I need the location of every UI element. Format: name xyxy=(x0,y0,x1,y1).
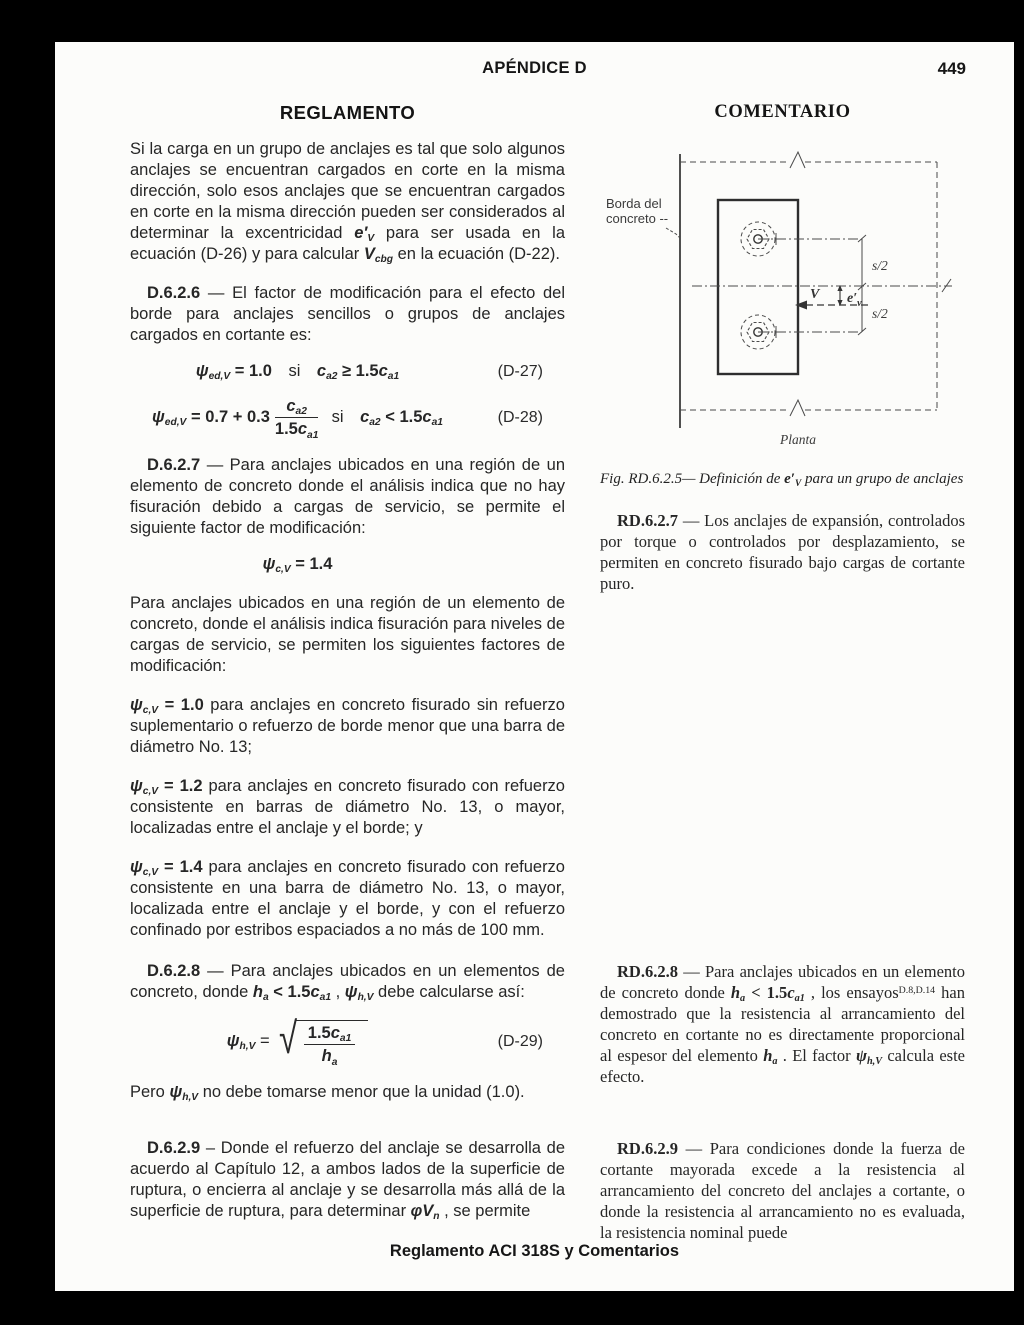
equation-d29-fraction xyxy=(304,1024,356,1066)
column-title-reglamento: REGLAMENTO xyxy=(279,102,416,123)
anchor-group-plan-diagram xyxy=(600,142,960,460)
section-d629: D.6.2.9 – Donde el refuerzo del anclaje se desarrolla de acuerdo al Capítulo 12, a ambos lados de la superficie de ruptura, o encierra al anclaje y se desarrolla más allá de la superficie de ruptura, para determinar $\varphi V_n$ , se permite xyxy=(130,1139,565,1223)
break-mark-top xyxy=(790,152,805,168)
running-head: APÉNDICE D xyxy=(482,59,587,77)
equation-d28-condition: si $c_{a2} < 1.5c_{a1}$ xyxy=(323,408,443,429)
section-d627: D.6.2.7 — Para anclajes ubicados en una región de un elemento de concreto donde el análisis indica que no hay fisuración debido a cargas de servicio, se permite el siguiente factor de modificación: xyxy=(130,455,565,537)
page-number: 449 xyxy=(937,59,966,78)
dimension-label-s2-top: s/2 xyxy=(872,258,888,273)
footer-title: Reglamento ACI 318S y Comentarios xyxy=(389,1242,680,1260)
comentario-column-c xyxy=(600,1138,965,1243)
equation-d27-tag: (D-27) xyxy=(497,363,543,380)
section-rd627: RD.6.2.7 — Los anclajes de expansión, controlados por torque o controlados por desplazamiento, se permiten en concreto fisurado bajo cargas de cortante puro. xyxy=(600,511,965,593)
plan-view-label: Planta xyxy=(780,432,816,447)
anchor-plate xyxy=(718,200,798,374)
paragraph-cracked-intro: Para anclajes ubicados en una región de un elemento de concreto, donde el análisis indica fisuración para niveles de cargas de servicio, se permiten los siguientes factores de modificación: xyxy=(130,593,565,675)
fraction-denominator: $h_a$ xyxy=(321,1047,338,1068)
equation-d28 xyxy=(130,397,565,439)
page-header xyxy=(55,42,1014,83)
reglamento-column-c xyxy=(130,1138,565,1222)
section-d626: D.6.2.6 — El factor de modificación para el efecto del borde para anclajes sencillos o grupos de anclajes cargados en cortante es: xyxy=(130,284,565,344)
paragraph-psi-cv-14: $\psi_{c,V} = 1.4$ para anclajes en concreto fisurado con refuerzo consistente en una barra de diámetro No. 13, o mayor, localizada entre el anclaje y el borde, y con el refuerzo confinado por estribos espaciados a no más de 100 mm. xyxy=(130,857,565,939)
dimension-label-s2-bottom: s/2 xyxy=(872,306,888,321)
section-d628: D.6.2.8 — Para anclajes ubicados en un elementos de concreto, donde $h_a < 1.5c_{a1}$ , $\psi_{h,V}$ debe calcularse así: xyxy=(130,962,565,1004)
eccentricity-label: $e'_v$ xyxy=(847,291,862,309)
paragraph-psi-cv-10: $\psi_{c,V} = 1.0$ para anclajes en concreto fisurado sin refuerzo suplementario o refuerzo de borde menor que una barra de diámetro No. 13; xyxy=(130,695,565,756)
anchor-bottom xyxy=(741,315,862,349)
content-row-b xyxy=(55,961,1014,1138)
content-row-a xyxy=(55,139,1014,961)
eccentricity-arrow xyxy=(837,285,842,306)
fraction-numerator: $1.5c_{a1}$ xyxy=(304,1024,356,1045)
equation-d29-radical xyxy=(276,1014,369,1068)
equation-d28-fraction xyxy=(275,397,319,439)
edge-label-leader xyxy=(666,228,680,238)
paragraph-psi-cv-12: $\psi_{c,V} = 1.2$ para anclajes en concreto fisurado con refuerzo consistente en barras de diámetro No. 13, o mayor, localizadas entre el anclaje y el borde; y xyxy=(130,776,565,837)
comentario-column-b xyxy=(600,961,965,1087)
section-rd629: RD.6.2.9 — Para condiciones donde la fuerza de cortante mayorada excede a la resistencia al arrancamiento del concreto del anclajes a cortante, o donde la resistencia al arrancamiento no es evaluada, la resistencia nominal puede xyxy=(600,1139,965,1242)
break-mark-bottom xyxy=(790,400,805,416)
content-row-c xyxy=(55,1138,1014,1243)
shear-label-v: V xyxy=(810,287,820,302)
comentario-column xyxy=(600,139,965,594)
section-rd628: RD.6.2.8 — Para anclajes ubicados en un elemento de concreto donde $h_a < 1.5c_{a1}$ , los ensayos$^{D.8,D.14}$ han demostrado que la resistencia al arrancamiento del concreto en cortante no es directamente proporcional al espesor del elemento $h_a$ . El factor $\psi_{h,V}$ calcula este efecto. xyxy=(600,962,966,1086)
radical-symbol: √ xyxy=(278,1014,297,1063)
equation-d28-tag: (D-28) xyxy=(497,409,543,427)
figure-rd625 xyxy=(600,142,965,460)
equation-d27-body: $\psi_{ed,V} = 1.0$ si $c_{a2} \ge 1.5c_{a1}$ xyxy=(195,362,400,383)
equation-d29-lhs: $\psi_{h,V}$ = xyxy=(226,1032,270,1053)
paragraph-intro: Si la carga en un grupo de anclajes es tal que solo algunos anclajes se encuentran cargados en corte en la misma dirección, solo esos anclajes que se encuentran cargados en corte en la misma dirección pueden ser considerados al determinar la excentricidad $e'_V$ para ser usada en la ecuación (D-26) y para calcular $V_{cbg}$ en la ecuación (D-22). xyxy=(130,140,565,266)
paragraph-pero: Pero $\psi_{h,V}$ no debe tomarse menor que la unidad (1.0). xyxy=(130,1082,525,1103)
column-titles xyxy=(55,102,1014,124)
reglamento-column xyxy=(130,139,565,941)
anchor-top xyxy=(741,222,862,256)
fraction-numerator: $c_{a2}$ xyxy=(275,397,319,418)
equation-d27 xyxy=(130,361,565,382)
equation-d29-body xyxy=(130,1014,465,1068)
edge-label-line2: concreto -- xyxy=(606,211,669,226)
fraction-denominator: $1.5c_{a1}$ xyxy=(274,420,319,441)
equation-d28-body xyxy=(130,397,465,439)
column-title-comentario: COMENTARIO xyxy=(714,102,851,122)
equation-psi-cv-14-body: $\psi_{c,V} = 1.4$ xyxy=(262,554,333,575)
reglamento-column-b xyxy=(130,961,565,1103)
figure-caption: Fig. RD.6.2.5— Definición de $e'_V$ para un grupo de anclajes xyxy=(600,471,964,489)
equation-d28-lhs: $\psi_{ed,V} = 0.7 + 0.3$ xyxy=(152,408,270,429)
equation-psi-cv-14 xyxy=(130,554,565,575)
equation-d29-tag: (D-29) xyxy=(497,1033,543,1051)
dimension-s2 xyxy=(858,235,866,335)
equation-d29 xyxy=(130,1014,565,1068)
edge-label-line1: Borda del xyxy=(606,196,662,211)
document-page xyxy=(55,42,1014,1291)
